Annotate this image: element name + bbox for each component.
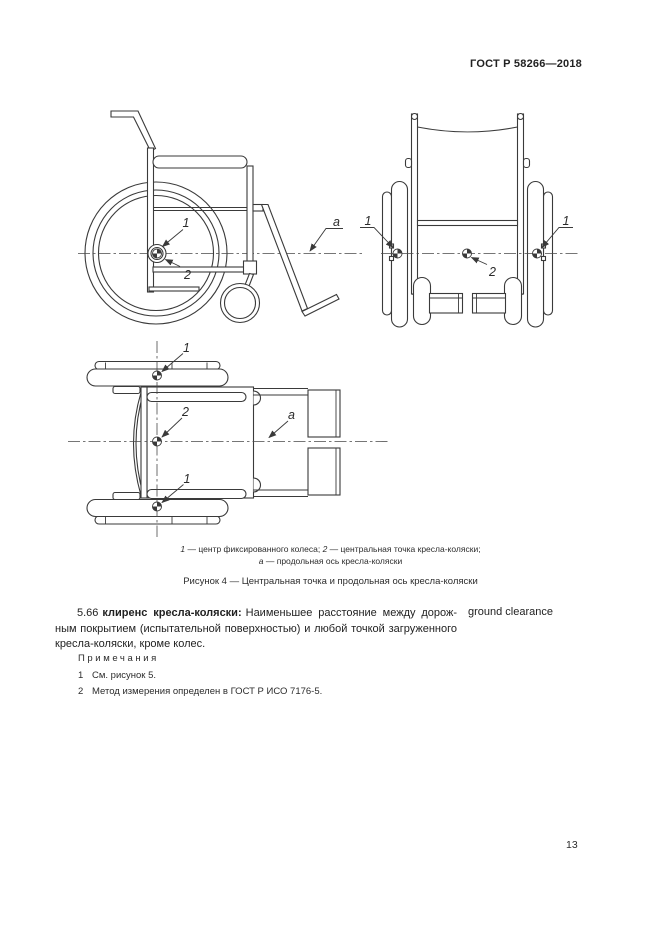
footplate [302,295,339,317]
armrest [153,156,247,168]
right-post [518,114,524,294]
term-definition [55,606,457,653]
term-name: клиренс кресла-коляски: [102,607,242,619]
top-handrim [95,362,220,370]
crossbar [418,221,518,226]
wheelchair-side-view [78,111,363,324]
callout-1-left: 1 [364,214,372,228]
note-number: 2 [78,685,84,697]
legend-key-2: 2 [322,544,328,554]
figure-legend [0,543,661,567]
callout-1-top: 1 [183,341,190,355]
definition-text-1: Наименьшее расстояние между дорож- [245,607,458,619]
notes-block [78,653,498,701]
legend-text-2: — центральная точка кресла-коляски; [327,544,481,554]
bottom-handrim [95,516,220,524]
footrest-leg [262,205,308,312]
legend-key-1: 1 [180,544,186,554]
definition-line-2: ным покрытием (испытательной поверхностью) и любой точкой загруженного [55,622,457,635]
backrest-fabric [418,127,518,132]
wheelchair-top-view [68,341,390,537]
note-number: 1 [78,670,84,681]
figure-caption: Рисунок 4 — Центральная точка и продольная ось кресла-коляски [183,576,478,587]
right-footplate [473,294,506,314]
english-equivalent-term: ground clearance [468,606,554,618]
push-handle [111,111,156,151]
front-tube [247,166,253,263]
left-caster [414,278,431,325]
page-number: 13 [566,839,578,851]
legend-line-2 [0,555,661,567]
legend-line-1 [0,543,661,555]
notes-heading: Примечания [78,653,159,664]
note-text: См. рисунок 5. [92,670,157,681]
bottom-footplate [308,448,340,495]
top-armrest [147,393,246,402]
legend-text-a: — продольная ось кресла-коляски [263,556,403,566]
bottom-push-handle [113,493,140,500]
note-item [78,670,498,681]
wheelchair-rear-view [360,114,578,328]
seat-frame [147,387,254,498]
callout-2: 2 [182,405,189,419]
callout-a: а [333,215,340,229]
right-caster [505,278,522,325]
left-post [412,114,418,294]
callout-2: 2 [184,268,191,282]
callout-2: 2 [489,265,496,279]
definition-line-3: кресла-коляски, кроме колес. [55,638,206,650]
document-code-header: ГОСТ Р 58266—2018 [470,58,582,70]
note-item [78,686,498,697]
backrest-posts [141,387,147,498]
callout-1: 1 [182,216,190,230]
note-text: Метод измерения определен в ГОСТ Р ИСО 7176-5. [92,685,323,697]
top-footplate [308,390,340,437]
top-push-handle [113,387,140,394]
legend-key-a: а [258,556,264,566]
callout-1-bottom: 1 [183,472,191,486]
bottom-armrest [147,490,246,499]
legend-text-1: — центр фиксированного колеса; [185,544,323,554]
callout-1-right: 1 [562,214,570,228]
definition-line-1 [55,606,457,622]
callout-a: а [288,408,295,422]
term-number: 5.66 [77,607,99,619]
left-footplate [430,294,463,314]
